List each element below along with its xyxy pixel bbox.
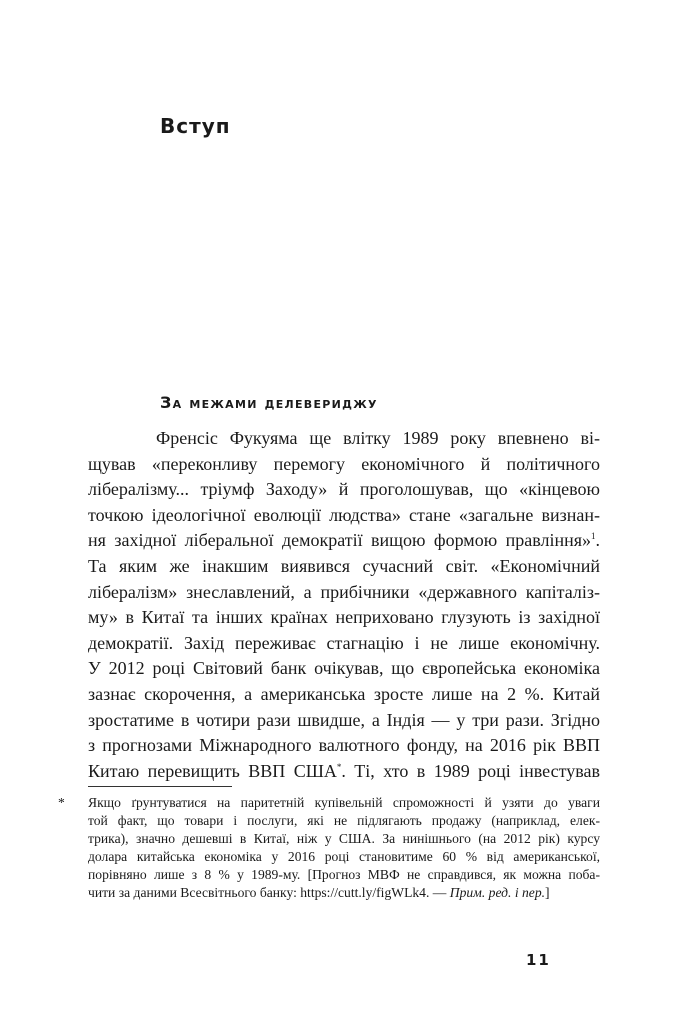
footnote-line-text: чити за даними Всесвітнього банку: https://cutt.ly/figWLk4. — — [88, 885, 450, 900]
closing-bracket: ] — [545, 885, 550, 900]
footnote-mark: * — [58, 795, 65, 810]
body-line: му» в Китаї та інших країнах неприховано глузують із західної — [88, 607, 600, 628]
editor-note: Прим. ред. і пер. — [449, 885, 546, 900]
footnote-line — [88, 884, 600, 902]
body-line: з прогнозами Міжнародного валютного фонду, на 2016 рік ВВП — [88, 735, 600, 756]
body-text — [88, 426, 600, 784]
footnote-line: той факт, що товари і послуги, які не підлягають продажу (наприклад, елек- — [88, 813, 600, 828]
chapter-title: Вступ — [160, 114, 231, 138]
footnote-line: Якщо ґрунтуватися на паритетній купівельній спроможності й узяти до уваги — [88, 795, 600, 810]
endnote-ref[interactable]: 1 — [591, 531, 596, 542]
body-line-text: Китаю перевищить ВВП США — [88, 760, 337, 781]
section-title: За межами делевериджу — [160, 393, 378, 412]
body-line: зростатиме в чотири рази швидше, а Індія — у три рази. Згідно — [88, 709, 600, 730]
body-line-text: . Ті, хто в 1989 році інвестував — [341, 760, 600, 781]
body-line: У 2012 році Світовий банк очікував, що європейська економіка — [88, 658, 600, 679]
body-line — [88, 528, 600, 554]
body-line: Френсіс Фукуяма ще влітку 1989 року впевнено ві- — [156, 428, 600, 448]
page-number: 11 — [526, 951, 551, 969]
footnote-ref[interactable]: * — [336, 761, 342, 772]
body-line: лібералізм» знеславлений, а прибічники «державного капіталіз- — [88, 581, 600, 602]
body-line: Та яким же інакшим виявився сучасний світ. «Економічний — [88, 555, 600, 576]
footnote — [58, 794, 600, 902]
footnote-divider — [88, 786, 232, 787]
body-line-text: ня західної ліберальної демократії вищою формою правління» — [88, 530, 591, 551]
footnote-line: порівняно лише з 8 % у 1989-му. [Прогноз МВФ не справдився, як можна поба- — [88, 867, 600, 882]
period: . — [595, 530, 600, 551]
body-line: демократії. Захід переживає стагнацію і не лише економічну. — [88, 632, 600, 653]
body-line: точкою ідеологічної еволюції людства» стане «загальне визнан- — [88, 504, 600, 525]
body-line: лібералізму... тріумф Заходу» й проголошував, що «кінцевою — [88, 479, 600, 500]
body-line: щував «переконливу перемогу економічного й політичного — [88, 453, 600, 474]
footnote-line: трика), значно дешевші в Китаї, ніж у США. За нинішнього (на 2012 рік) курсу — [88, 831, 600, 846]
body-line — [88, 759, 600, 785]
footnote-line: долара китайська економіка у 2016 році становитиме 60 % від американської, — [88, 849, 600, 864]
body-line: зазнає скорочення, а американська зросте лише на 2 %. Китай — [88, 683, 600, 704]
